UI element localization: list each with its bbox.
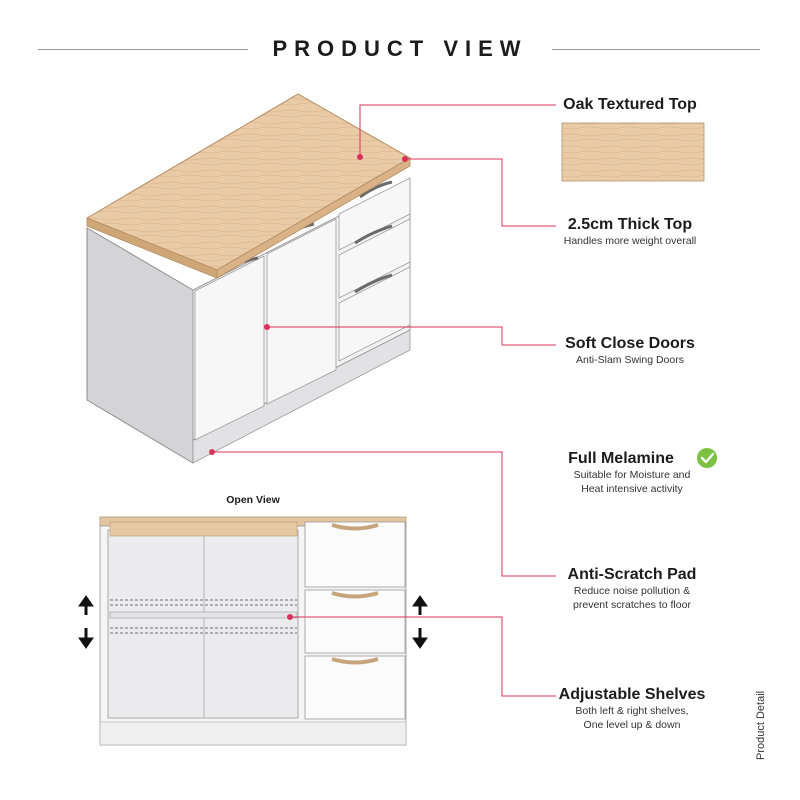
feature-title: Anti-Scratch Pad: [567, 566, 697, 583]
feature-oak-top: [540, 96, 720, 114]
side-label: Product Detail: [755, 690, 767, 760]
feature-title: Full Melamine: [568, 450, 674, 467]
feature-subtitle: One level up & down: [583, 719, 681, 731]
feature-anti-scratch: [532, 566, 732, 612]
feature-title: Soft Close Doors: [565, 335, 695, 352]
cabinet-open-view: [100, 517, 406, 745]
feature-soft-close: [530, 335, 730, 367]
open-view-label: Open View: [226, 494, 280, 506]
feature-subtitle: prevent scratches to floor: [573, 599, 691, 611]
cabinet-iso: [87, 94, 410, 463]
feature-subtitle: Both left & right shelves,: [575, 705, 689, 717]
feature-adjustable-shelves: [532, 686, 732, 732]
page-title: PRODUCT VIEW: [272, 36, 528, 61]
feature-subtitle: Heat intensive activity: [581, 483, 683, 495]
feature-title: Adjustable Shelves: [558, 686, 706, 703]
feature-subtitle: Handles more weight overall: [563, 235, 697, 247]
feature-title: 2.5cm Thick Top: [567, 216, 693, 233]
feature-thick-top: [530, 216, 730, 248]
feature-subtitle: Reduce noise pollution &: [573, 585, 691, 597]
oak-swatch: [562, 123, 704, 181]
feature-subtitle: Anti-Slam Swing Doors: [576, 354, 684, 366]
feature-title: Oak Textured Top: [563, 96, 697, 113]
feature-subtitle: Suitable for Moisture and: [573, 469, 691, 481]
feature-melamine: [532, 450, 732, 496]
